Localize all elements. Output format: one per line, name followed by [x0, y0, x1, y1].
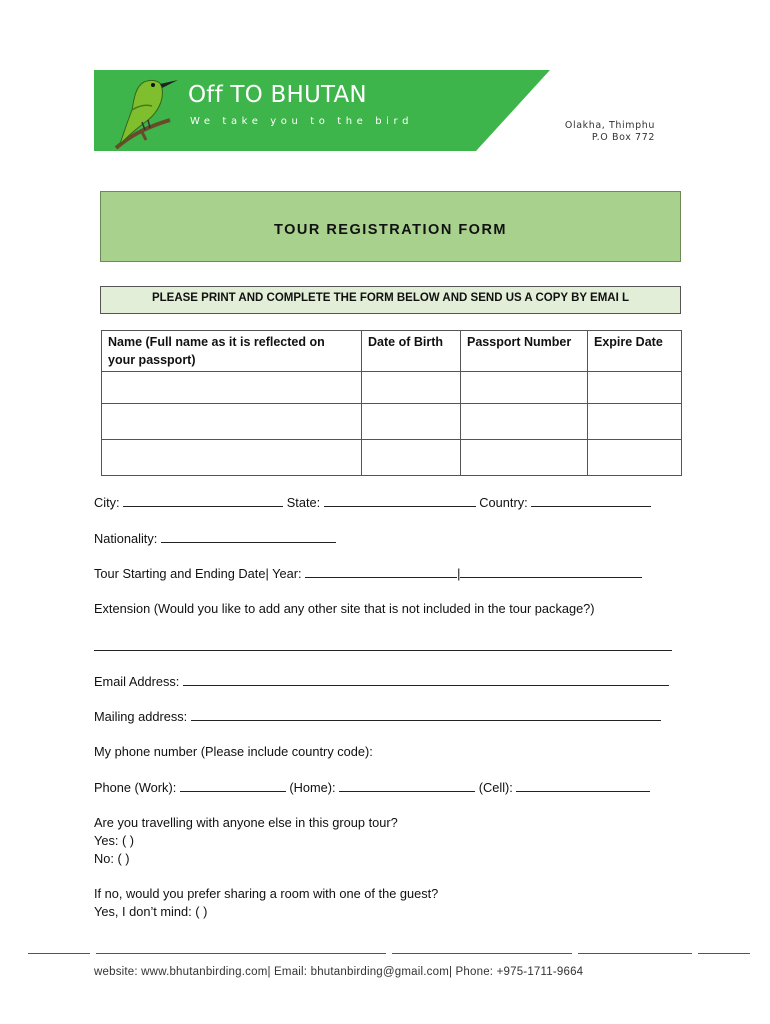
phone-heading: My phone number (Please include country code): [94, 744, 373, 759]
bird-logo-icon [112, 72, 190, 150]
dob-cell[interactable] [362, 404, 461, 440]
mailing-field[interactable] [191, 708, 661, 721]
form-notice-box [100, 286, 681, 314]
nationality-label: Nationality: [94, 531, 158, 546]
footer-divider [28, 953, 90, 954]
phone-work-field[interactable] [180, 779, 286, 792]
nationality-row [94, 530, 336, 546]
address-line-2: P.O Box 772 [591, 132, 655, 143]
nationality-field[interactable] [161, 530, 336, 543]
brand-tagline: We take you to the bird [190, 116, 414, 127]
city-label: City: [94, 495, 120, 510]
passport-cell[interactable] [461, 440, 588, 476]
travel-question: Are you travelling with anyone else in this group tour? [94, 815, 398, 830]
country-label: Country: [479, 495, 528, 510]
dob-cell[interactable] [362, 372, 461, 404]
extension-label: Extension (Would you like to add any other site that is not included in the tour package?) [94, 601, 595, 616]
footer-contact: website: www.bhutanbirding.com| Email: bhutanbirding@gmail.com| Phone: +975-1711-9664 [94, 966, 584, 978]
tour-dates-label: Tour Starting and Ending Date| Year: [94, 566, 302, 581]
expire-cell[interactable] [588, 404, 682, 440]
state-label: State: [286, 495, 321, 510]
table-row [102, 372, 682, 404]
tour-dates-separator: | [457, 566, 461, 581]
mailing-label: Mailing address: [94, 709, 188, 724]
email-field[interactable] [183, 673, 669, 686]
phone-home-label: (Home): [289, 780, 336, 795]
footer-divider [578, 953, 692, 954]
header-dob: Date of Birth [362, 331, 461, 372]
table-row [102, 404, 682, 440]
tour-end-field[interactable] [460, 565, 642, 578]
phone-cell-field[interactable] [516, 779, 650, 792]
footer-divider [392, 953, 572, 954]
table-header-row [102, 331, 682, 372]
address-row [94, 494, 651, 510]
passport-cell[interactable] [461, 404, 588, 440]
share-question: If no, would you prefer sharing a room with one of the guest? [94, 886, 439, 901]
no-option[interactable]: No: ( ) [94, 851, 130, 866]
address-line-1: Olakha, Thimphu [564, 120, 655, 131]
dob-cell[interactable] [362, 440, 461, 476]
extension-field[interactable] [94, 650, 672, 651]
mailing-row [94, 708, 661, 724]
state-field[interactable] [324, 494, 476, 507]
passport-cell[interactable] [461, 372, 588, 404]
yes-option[interactable]: Yes: ( ) [94, 833, 135, 848]
form-title-box [100, 191, 681, 262]
footer-divider [96, 953, 386, 954]
phone-work-label: Phone (Work): [94, 780, 177, 795]
form-notice: PLEASE PRINT AND COMPLETE THE FORM BELOW AND SEND US A COPY BY EMAI L [151, 292, 630, 304]
footer-divider [698, 953, 750, 954]
email-row [94, 673, 669, 689]
phone-home-field[interactable] [339, 779, 475, 792]
table-row [102, 440, 682, 476]
expire-cell[interactable] [588, 440, 682, 476]
share-option[interactable]: Yes, I don’t mind: ( ) [94, 904, 208, 919]
name-cell[interactable] [102, 404, 362, 440]
tour-dates-row [94, 565, 642, 581]
email-label: Email Address: [94, 674, 180, 689]
country-field[interactable] [531, 494, 651, 507]
name-cell[interactable] [102, 440, 362, 476]
tour-start-field[interactable] [305, 565, 457, 578]
form-title: TOUR REGISTRATION FORM [273, 222, 508, 238]
header-name: Name (Full name as it is reflected on your passport) [102, 331, 362, 372]
brand-title: Off TO BHUTAN [188, 82, 367, 108]
expire-cell[interactable] [588, 372, 682, 404]
city-field[interactable] [123, 494, 283, 507]
registration-table [101, 330, 682, 476]
header-expire: Expire Date [588, 331, 682, 372]
phone-cell-label: (Cell): [478, 780, 513, 795]
header-passport: Passport Number [461, 331, 588, 372]
name-cell[interactable] [102, 372, 362, 404]
phone-row [94, 779, 650, 795]
